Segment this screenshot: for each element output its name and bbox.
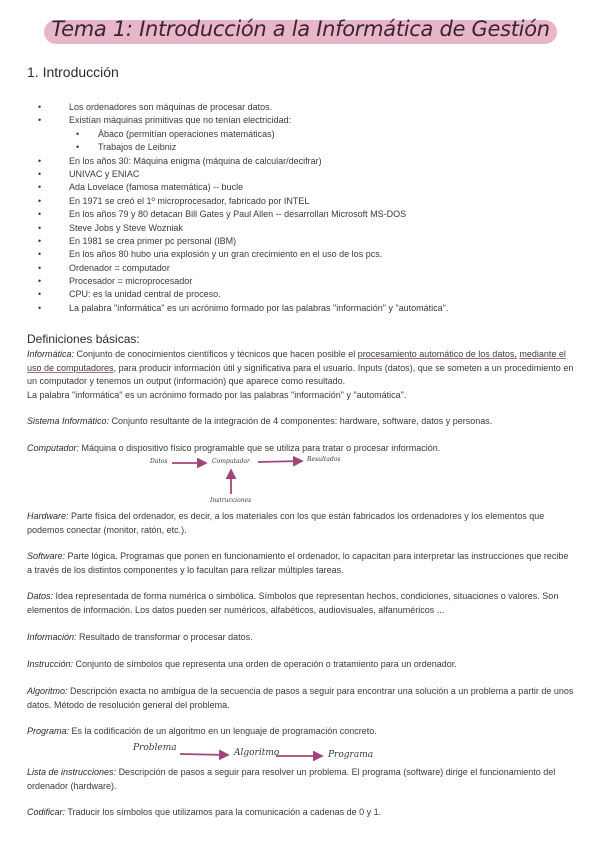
def-sistema-text: Conjunto resultante de la integración de 4 componentes: hardware, software, datos y personas. bbox=[111, 416, 493, 426]
diagram-algoritmo: Algoritmo bbox=[234, 748, 280, 758]
arrow-computador-resultados bbox=[258, 461, 302, 462]
diagram-computador: Computador bbox=[212, 458, 250, 465]
bullet-icon: • bbox=[38, 195, 42, 206]
diagram-problema: Problema bbox=[133, 743, 177, 753]
bullet-icon: • bbox=[38, 182, 42, 193]
term-informacion: Información: bbox=[27, 632, 77, 642]
term-lista: Lista de instrucciones: bbox=[27, 767, 117, 777]
def-computador-text: Máquina o dispositivo físico programable que se utiliza para tratar o procesar información. bbox=[81, 443, 441, 453]
def-software-text: Parte lógica. Programas que ponen en funcionamiento el ordenador, lo capacitan para interpretar las instrucciones que recibe a través de los distintos componentes y lo facultan para relizar múltiples tareas. bbox=[27, 551, 569, 575]
def-programa bbox=[27, 725, 575, 739]
def-algoritmo-text: Descripción exacta no ambigua de la secuencia de pasos a seguir para encontrar una solución a un problema a partir de unos datos. Método de resolución general del problema. bbox=[27, 686, 574, 710]
list-item-text: En los años 30: Máquina enigma (máquina de calcular/decifrar) bbox=[69, 155, 322, 166]
def-informatica-underline-1: procesamiento automático de los datos, bbox=[357, 349, 517, 359]
term-informatica: Informática: bbox=[27, 349, 75, 359]
bullet-icon: • bbox=[76, 142, 80, 153]
list-item-text: Steve Jobs y Steve Wozniak bbox=[69, 222, 183, 233]
def-lista bbox=[27, 766, 575, 793]
def-lista-text: Descripción de pasos a seguir para resolver un problema. El programa (software) dirige el funcionamiento del ordenador (hardware). bbox=[27, 767, 556, 791]
list-item-text: Trabajos de Leibniz bbox=[98, 142, 177, 153]
diagram-datos: Datos bbox=[150, 458, 168, 465]
arrow-problema-algoritmo bbox=[180, 754, 228, 755]
def-algoritmo bbox=[27, 685, 575, 712]
def-software bbox=[27, 550, 575, 577]
list-item-text: Ordenador = computador bbox=[69, 262, 170, 273]
diagram-programa: Programa bbox=[328, 750, 374, 760]
def-instruccion bbox=[27, 658, 575, 672]
def-datos-text: Idea representada de forma numérica o simbólica. Símbolos que representan hechos, condiciones, situaciones o valores. Son elementos de información. Los datos pueden ser numéricos, alfabéticos, audiovisuales, alfanuméricos ... bbox=[27, 591, 559, 615]
term-datos: Datos: bbox=[27, 591, 54, 601]
def-informatica-underline-2: mediante el uso de computadores, bbox=[27, 349, 566, 373]
bullet-icon: • bbox=[38, 155, 42, 166]
def-informacion-text: Resultado de transformar o procesar datos. bbox=[79, 632, 253, 642]
bullet-icon: • bbox=[38, 235, 42, 246]
def-informacion bbox=[27, 631, 575, 645]
bullet-icon: • bbox=[38, 289, 42, 300]
def-programa-text: Es la codificación de un algoritmo en un lenguaje de programación concreto. bbox=[71, 726, 377, 736]
list-item-text: Ada Lovelace (famosa matemática) -- bucle bbox=[69, 182, 244, 193]
bullet-icon: • bbox=[38, 102, 42, 112]
list-item-text: Existían máquinas primitivas que no tenían electricidad: bbox=[69, 115, 292, 126]
diagram-instrucciones: Instrucciones bbox=[210, 497, 252, 504]
bullet-icon: • bbox=[38, 276, 42, 287]
bullet-icon: • bbox=[38, 209, 42, 220]
def-informatica-text-b: para producir información útil y significativa para el usuario. Inputs (datos), que se someten a un procedimiento en un computador y tenemos un output (información) que aparece como resultado. bbox=[27, 362, 574, 387]
def-codificar bbox=[27, 806, 575, 820]
term-sistema: Sistema Informático: bbox=[27, 416, 110, 426]
term-computador: Computador: bbox=[27, 443, 80, 453]
list-item-text: CPU: es la unidad central de proceso. bbox=[69, 289, 221, 300]
def-hardware bbox=[27, 510, 575, 537]
list-item-text: En los años 80 hubo una explosión y un gran crecimiento en el uso de los pcs. bbox=[69, 249, 383, 260]
def-datos bbox=[27, 590, 575, 617]
bullet-icon: • bbox=[38, 222, 42, 233]
term-codificar: Codificar: bbox=[27, 807, 66, 817]
list-item-text: UNIVAC y ENIAC bbox=[69, 168, 140, 179]
list-item-text: Ábaco (permitían operaciones matemáticas) bbox=[98, 128, 275, 139]
bullet-icon: • bbox=[38, 302, 42, 313]
def-informatica-text-c: La palabra "informática" es un acrónimo formado por las palabras "información" y "automática". bbox=[27, 389, 407, 400]
term-instruccion: Instrucción: bbox=[27, 659, 74, 669]
bullet-icon: • bbox=[38, 168, 42, 179]
diagram-resultados: Resultados bbox=[307, 456, 341, 463]
bullet-icon: • bbox=[38, 262, 42, 273]
list-item-text: En 1971 se creó el 1º microprocesador, fabricado por INTEL bbox=[69, 195, 310, 206]
page-title: Tema 1: Introducción a la Informática de Gestión bbox=[51, 17, 550, 41]
bullet-icon: • bbox=[38, 115, 42, 126]
term-programa: Programa: bbox=[27, 726, 70, 736]
bullet-icon: • bbox=[38, 249, 42, 260]
term-hardware: Hardware: bbox=[27, 511, 69, 521]
def-informatica-text-a: Conjunto de conocimientos científicos y técnicos que hacen posible el bbox=[76, 349, 356, 359]
list-item-text: En 1981 se crea primer pc personal (IBM) bbox=[69, 235, 237, 246]
def-codificar-text: Traducir los símbolos que utilizamos para la comunicación a cadenas de 0 y 1. bbox=[67, 807, 382, 817]
section-heading-introduccion: 1. Introducción bbox=[27, 64, 119, 80]
list-item-text: La palabra "informática" es un acrónimo formado por las palabras "información" y "automática". bbox=[69, 302, 449, 313]
def-instruccion-text: Conjunto de símbolos que representa una orden de operación o tratamiento para un ordenador. bbox=[75, 659, 457, 669]
definitions-heading: Definiciones básicas: bbox=[27, 332, 140, 346]
list-item-text: En los años 79 y 80 detacan Bill Gates y Paul Allen -- desarrollan Microsoft MS-DOS bbox=[69, 209, 407, 220]
list-item-text: Procesador = microprocesador bbox=[69, 276, 193, 287]
list-item-text: Los ordenadores son máquinas de procesar datos. bbox=[69, 102, 273, 112]
bullet-icon: • bbox=[76, 128, 80, 139]
def-hardware-text: Parte física del ordenador, es decir, a los materiales con los que están fabricados los ordenadores y los elementos que podemos conectar (monitor, ratón, etc.). bbox=[27, 511, 545, 535]
term-algoritmo: Algoritmo: bbox=[27, 686, 68, 696]
term-software: Software: bbox=[27, 551, 66, 561]
